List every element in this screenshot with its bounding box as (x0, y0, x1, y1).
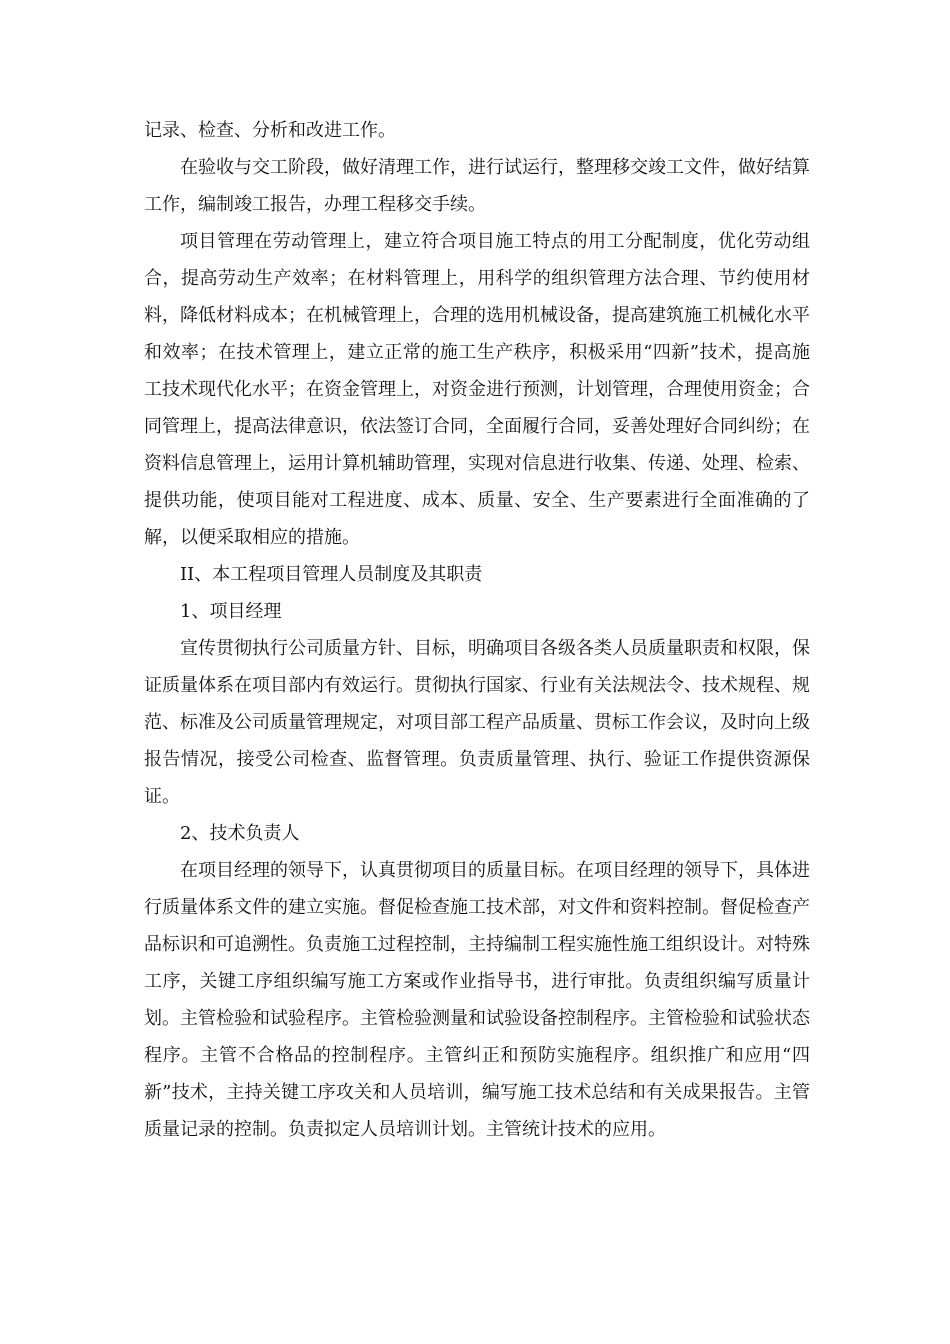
paragraph-technical-lead-duties: 在项目经理的领导下，认真贯彻项目的质量目标。在项目经理的领导下，具体进行质量体系文件的建立实施。督促检查施工技术部，对文件和资料控制。督促检查产品标识和可追溯性。负责施工过程控制，主持编制工程实施性施工组织设计。对特殊工序，关键工序组织编写施工方案或作业指导书，进行审批。负责组织编写质量计划。主管检验和试验程序。主管检验测量和试验设备控制程序。主管检验和试验状态程序。主管不合格品的控制程序。主管纠正和预防实施程序。组织推广和应用“四新”技术，主持关键工序攻关和人员培训，编写施工技术总结和有关成果报告。主管质量记录的控制。负责拟定人员培训计划。主管统计技术的应用。 (144, 860, 810, 1140)
document-body (144, 112, 810, 1148)
paragraph-continuation: 记录、检查、分析和改进工作。 (144, 120, 396, 141)
paragraph-project-management: 项目管理在劳动管理上，建立符合项目施工特点的用工分配制度，优化劳动组合，提高劳动生产效率；在材料管理上，用科学的组织管理方法合理、节约使用材料，降低材料成本；在机械管理上，合理的选用机械设备，提高建筑施工机械化水平和效率；在技术管理上，建立正常的施工生产秩序，积极采用“四新”技术，提高施工技术现代化水平；在资金管理上，对资金进行预测，计划管理，合理使用资金；合同管理上，提高法律意识，依法签订合同，全面履行合同，妥善处理好合同纠纷；在资料信息管理上，运用计算机辅助管理，实现对信息进行收集、传递、处理、检索、提供功能，使项目能对工程进度、成本、质量、安全、生产要素进行全面准确的了解，以便采取相应的措施。 (144, 231, 810, 548)
subheading-technical-lead: 2、技术负责人 (180, 823, 300, 844)
section-heading-management-personnel: II、本工程项目管理人员制度及其职责 (180, 564, 483, 585)
paragraph-acceptance-stage: 在验收与交工阶段，做好清理工作，进行试运行，整理移交竣工文件，做好结算工作，编制竣工报告，办理工程移交手续。 (144, 157, 810, 215)
subheading-project-manager: 1、项目经理 (180, 601, 282, 622)
paragraph-project-manager-duties: 宣传贯彻执行公司质量方针、目标，明确项目各级各类人员质量职责和权限，保证质量体系在项目部内有效运行。贯彻执行国家、行业有关法规法令、技术规程、规范、标准及公司质量管理规定，对项目部工程产品质量、贯标工作会议，及时向上级报告情况，接受公司检查、监督管理。负责质量管理、执行、验证工作提供资源保证。 (144, 638, 810, 807)
